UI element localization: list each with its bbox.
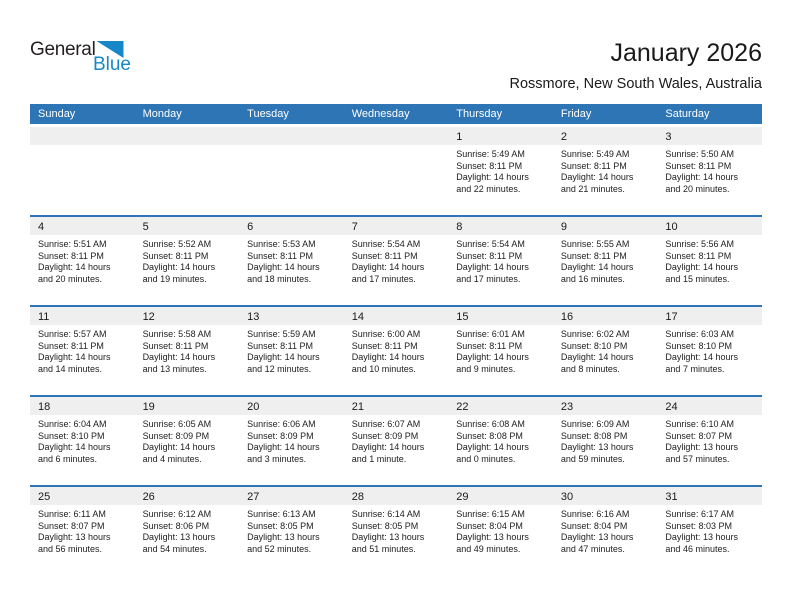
sunset-text: Sunset: 8:04 PM xyxy=(560,520,628,531)
daylight-text: Daylight: 14 hours and 15 minutes. xyxy=(665,262,738,284)
sunrise-text: Sunrise: 6:17 AM xyxy=(665,509,734,519)
daylight-text: Daylight: 13 hours and 49 minutes. xyxy=(456,532,529,554)
day-number-band xyxy=(135,127,240,145)
day-number: 10 xyxy=(665,221,678,233)
title-block xyxy=(509,40,762,92)
sunset-text: Sunset: 8:07 PM xyxy=(38,520,105,531)
sunset-text: Sunset: 8:11 PM xyxy=(38,250,104,261)
sunrise-text: Sunrise: 5:51 AM xyxy=(38,239,107,249)
daylight-text: Daylight: 14 hours and 12 minutes. xyxy=(247,352,320,374)
day-details xyxy=(448,505,553,555)
day-cell-empty xyxy=(30,127,135,215)
daylight-text: Daylight: 14 hours and 14 minutes. xyxy=(38,352,111,374)
calendar-weeks xyxy=(30,125,762,575)
day-details xyxy=(448,145,553,195)
day-cell-empty xyxy=(344,127,449,215)
day-details xyxy=(657,415,762,465)
day-details xyxy=(135,415,240,465)
daylight-text: Daylight: 14 hours and 10 minutes. xyxy=(351,352,425,374)
sunset-text: Sunset: 8:11 PM xyxy=(665,160,732,171)
day-details xyxy=(448,325,553,375)
day-number-band xyxy=(135,217,240,235)
day-cell-30 xyxy=(553,487,658,575)
day-details xyxy=(344,235,449,285)
day-number: 11 xyxy=(38,311,50,323)
sunset-text: Sunset: 8:11 PM xyxy=(38,340,104,351)
day-number-band xyxy=(553,307,658,325)
day-cell-11 xyxy=(30,307,135,395)
day-cell-empty xyxy=(135,127,240,215)
sunset-text: Sunset: 8:03 PM xyxy=(665,520,732,531)
sunrise-text: Sunrise: 6:08 AM xyxy=(456,419,525,429)
sunset-text: Sunset: 8:10 PM xyxy=(560,340,628,351)
daylight-text: Daylight: 14 hours and 0 minutes. xyxy=(456,442,529,464)
day-number: 5 xyxy=(142,221,149,233)
sunrise-text: Sunrise: 5:49 AM xyxy=(560,149,630,159)
day-number-band xyxy=(239,217,344,235)
day-number-band xyxy=(448,307,553,325)
daylight-text: Daylight: 14 hours and 4 minutes. xyxy=(142,442,216,464)
sunset-text: Sunset: 8:10 PM xyxy=(665,340,732,351)
sunrise-text: Sunrise: 6:05 AM xyxy=(142,419,212,429)
weekday-header-sunday: Sunday xyxy=(38,108,76,120)
day-cell-26 xyxy=(135,487,240,575)
day-cell-14 xyxy=(344,307,449,395)
day-details xyxy=(30,325,135,375)
day-number-band xyxy=(239,487,344,505)
day-number: 8 xyxy=(456,221,463,233)
day-number: 31 xyxy=(665,491,678,503)
daylight-text: Daylight: 14 hours and 17 minutes. xyxy=(456,262,529,284)
day-details xyxy=(239,235,344,285)
daylight-text: Daylight: 13 hours and 57 minutes. xyxy=(665,442,738,464)
daylight-text: Daylight: 14 hours and 8 minutes. xyxy=(560,352,634,374)
day-details xyxy=(553,415,658,465)
day-number: 1 xyxy=(456,131,463,143)
sunset-text: Sunset: 8:11 PM xyxy=(560,160,627,171)
sunrise-text: Sunrise: 5:54 AM xyxy=(456,239,525,249)
day-number: 28 xyxy=(351,491,364,503)
sunset-text: Sunset: 8:11 PM xyxy=(560,250,627,261)
day-cell-24 xyxy=(657,397,762,485)
sunrise-text: Sunrise: 6:16 AM xyxy=(560,509,630,519)
day-cell-10 xyxy=(657,217,762,305)
day-number-band xyxy=(135,307,240,325)
day-cell-2 xyxy=(553,127,658,215)
daylight-text: Daylight: 14 hours and 18 minutes. xyxy=(247,262,320,284)
day-number-band xyxy=(553,487,658,505)
daylight-text: Daylight: 14 hours and 16 minutes. xyxy=(560,262,634,284)
sunrise-text: Sunrise: 6:00 AM xyxy=(351,329,421,339)
page-subtitle: Rossmore, New South Wales, Australia xyxy=(509,75,762,92)
sunrise-text: Sunrise: 6:01 AM xyxy=(456,329,525,339)
sunset-text: Sunset: 8:11 PM xyxy=(351,340,418,351)
week-row-3 xyxy=(30,305,762,395)
day-details xyxy=(553,505,658,555)
sunset-text: Sunset: 8:08 PM xyxy=(456,430,523,441)
daylight-text: Daylight: 13 hours and 51 minutes. xyxy=(351,532,425,554)
weekday-header-row xyxy=(30,104,762,124)
day-number: 3 xyxy=(665,131,672,143)
week-row-2 xyxy=(30,215,762,305)
sunrise-text: Sunrise: 6:14 AM xyxy=(351,509,421,519)
day-number-band xyxy=(30,307,135,325)
day-number: 6 xyxy=(247,221,254,233)
daylight-text: Daylight: 14 hours and 7 minutes. xyxy=(665,352,738,374)
sunrise-text: Sunrise: 6:10 AM xyxy=(665,419,734,429)
sunrise-text: Sunrise: 5:59 AM xyxy=(247,329,316,339)
sunrise-text: Sunrise: 5:50 AM xyxy=(665,149,734,159)
sunrise-text: Sunrise: 5:57 AM xyxy=(38,329,107,339)
day-number-band xyxy=(657,217,762,235)
day-details xyxy=(448,415,553,465)
day-cell-20 xyxy=(239,397,344,485)
day-number-band xyxy=(448,127,553,145)
daylight-text: Daylight: 14 hours and 22 minutes. xyxy=(456,172,529,194)
day-cell-4 xyxy=(30,217,135,305)
day-cell-19 xyxy=(135,397,240,485)
day-number-band xyxy=(344,217,449,235)
day-number: 4 xyxy=(38,221,45,233)
daylight-text: Daylight: 13 hours and 46 minutes. xyxy=(665,532,738,554)
sunset-text: Sunset: 8:07 PM xyxy=(665,430,732,441)
day-number: 12 xyxy=(142,311,155,323)
week-row-4 xyxy=(30,395,762,485)
day-cell-5 xyxy=(135,217,240,305)
sunrise-text: Sunrise: 6:11 AM xyxy=(38,509,106,519)
sunset-text: Sunset: 8:05 PM xyxy=(247,520,314,531)
day-number: 16 xyxy=(560,311,574,323)
day-details xyxy=(553,145,658,195)
day-number: 21 xyxy=(351,401,364,413)
sunset-text: Sunset: 8:11 PM xyxy=(456,160,523,171)
day-cell-empty xyxy=(239,127,344,215)
day-cell-3 xyxy=(657,127,762,215)
weekday-header-friday: Friday xyxy=(560,108,592,120)
sunset-text: Sunset: 8:04 PM xyxy=(456,520,523,531)
day-details xyxy=(344,505,449,555)
day-number: 15 xyxy=(456,311,469,323)
weekday-header-monday: Monday xyxy=(142,108,182,120)
sunrise-text: Sunrise: 6:03 AM xyxy=(665,329,734,339)
day-number-band xyxy=(344,307,449,325)
day-cell-7 xyxy=(344,217,449,305)
week-row-1 xyxy=(30,125,762,215)
day-number: 25 xyxy=(38,491,51,503)
sunrise-text: Sunrise: 5:53 AM xyxy=(247,239,316,249)
day-number-band xyxy=(657,307,762,325)
sunset-text: Sunset: 8:11 PM xyxy=(142,340,209,351)
day-number-band xyxy=(657,397,762,415)
sunrise-text: Sunrise: 5:56 AM xyxy=(665,239,734,249)
day-cell-28 xyxy=(344,487,449,575)
sunset-text: Sunset: 8:11 PM xyxy=(247,250,314,261)
day-details xyxy=(553,325,658,375)
day-number: 19 xyxy=(142,401,155,413)
weekday-header-saturday: Saturday xyxy=(665,108,710,120)
day-number: 9 xyxy=(560,221,567,233)
sunrise-text: Sunrise: 6:07 AM xyxy=(351,419,421,429)
day-number: 7 xyxy=(351,221,358,233)
day-details xyxy=(344,415,449,465)
day-details xyxy=(344,325,449,375)
day-details xyxy=(30,505,135,555)
calendar-grid xyxy=(30,104,762,575)
day-number: 29 xyxy=(456,491,469,503)
sunset-text: Sunset: 8:11 PM xyxy=(142,250,209,261)
day-details xyxy=(657,325,762,375)
day-details xyxy=(135,325,240,375)
sunrise-text: Sunrise: 6:04 AM xyxy=(38,419,107,429)
sunrise-text: Sunrise: 6:12 AM xyxy=(142,509,212,519)
sunrise-text: Sunrise: 6:15 AM xyxy=(456,509,525,519)
day-cell-6 xyxy=(239,217,344,305)
daylight-text: Daylight: 14 hours and 9 minutes. xyxy=(456,352,529,374)
sunset-text: Sunset: 8:11 PM xyxy=(665,250,732,261)
sunrise-text: Sunrise: 5:54 AM xyxy=(351,239,421,249)
day-number: 26 xyxy=(142,491,155,503)
day-cell-18 xyxy=(30,397,135,485)
sunrise-text: Sunrise: 6:09 AM xyxy=(560,419,630,429)
daylight-text: Daylight: 14 hours and 21 minutes. xyxy=(560,172,634,194)
day-number-band xyxy=(448,487,553,505)
weekday-header-tuesday: Tuesday xyxy=(247,108,289,120)
day-number: 30 xyxy=(560,491,574,503)
day-number: 18 xyxy=(38,401,51,413)
day-cell-22 xyxy=(448,397,553,485)
day-cell-8 xyxy=(448,217,553,305)
day-details xyxy=(239,415,344,465)
day-number-band xyxy=(657,127,762,145)
day-cell-21 xyxy=(344,397,449,485)
day-cell-17 xyxy=(657,307,762,395)
daylight-text: Daylight: 14 hours and 20 minutes. xyxy=(38,262,111,284)
sunset-text: Sunset: 8:09 PM xyxy=(351,430,419,441)
sunset-text: Sunset: 8:05 PM xyxy=(351,520,419,531)
day-number-band xyxy=(657,487,762,505)
day-number-band xyxy=(135,397,240,415)
day-cell-13 xyxy=(239,307,344,395)
daylight-text: Daylight: 13 hours and 54 minutes. xyxy=(142,532,216,554)
page-title: January 2026 xyxy=(610,39,762,67)
weekday-header-wednesday: Wednesday xyxy=(351,108,410,120)
sunset-text: Sunset: 8:06 PM xyxy=(142,520,210,531)
day-cell-27 xyxy=(239,487,344,575)
day-number-band xyxy=(344,487,449,505)
day-number: 2 xyxy=(560,131,567,143)
daylight-text: Daylight: 13 hours and 47 minutes. xyxy=(560,532,634,554)
daylight-text: Daylight: 14 hours and 17 minutes. xyxy=(351,262,425,284)
day-number-band xyxy=(553,127,658,145)
day-details xyxy=(135,505,240,555)
day-number: 20 xyxy=(247,401,260,413)
daylight-text: Daylight: 14 hours and 20 minutes. xyxy=(665,172,738,194)
week-row-5 xyxy=(30,485,762,575)
day-cell-15 xyxy=(448,307,553,395)
logo-text-blue: Blue xyxy=(92,54,131,75)
day-cell-12 xyxy=(135,307,240,395)
day-number-band xyxy=(448,217,553,235)
daylight-text: Daylight: 14 hours and 1 minute. xyxy=(351,442,425,464)
general-blue-logo xyxy=(30,40,144,74)
sunset-text: Sunset: 8:09 PM xyxy=(247,430,314,441)
day-cell-9 xyxy=(553,217,658,305)
sunset-text: Sunset: 8:11 PM xyxy=(351,250,418,261)
day-details xyxy=(657,145,762,195)
sunrise-text: Sunrise: 5:52 AM xyxy=(142,239,212,249)
sunset-text: Sunset: 8:11 PM xyxy=(247,340,314,351)
day-number-band xyxy=(553,217,658,235)
day-number-band xyxy=(239,127,344,145)
day-number: 27 xyxy=(247,491,260,503)
day-number-band xyxy=(344,397,449,415)
day-number-band xyxy=(30,127,135,145)
sunrise-text: Sunrise: 6:06 AM xyxy=(247,419,316,429)
daylight-text: Daylight: 14 hours and 6 minutes. xyxy=(38,442,111,464)
day-number-band xyxy=(30,487,135,505)
day-details xyxy=(135,235,240,285)
day-details xyxy=(30,415,135,465)
day-cell-31 xyxy=(657,487,762,575)
day-number: 24 xyxy=(665,401,678,413)
day-details xyxy=(30,235,135,285)
day-number-band xyxy=(448,397,553,415)
day-details xyxy=(239,505,344,555)
day-details xyxy=(657,505,762,555)
day-cell-1 xyxy=(448,127,553,215)
day-number-band xyxy=(239,397,344,415)
day-number: 17 xyxy=(665,311,678,323)
sunrise-text: Sunrise: 5:49 AM xyxy=(456,149,525,159)
day-cell-29 xyxy=(448,487,553,575)
daylight-text: Daylight: 14 hours and 3 minutes. xyxy=(247,442,320,464)
sunrise-text: Sunrise: 6:13 AM xyxy=(247,509,316,519)
day-number-band xyxy=(30,217,135,235)
day-details xyxy=(239,325,344,375)
day-cell-16 xyxy=(553,307,658,395)
daylight-text: Daylight: 14 hours and 13 minutes. xyxy=(142,352,216,374)
day-details xyxy=(448,235,553,285)
day-details xyxy=(553,235,658,285)
sunrise-text: Sunrise: 5:55 AM xyxy=(560,239,630,249)
sunset-text: Sunset: 8:09 PM xyxy=(142,430,210,441)
day-number-band xyxy=(30,397,135,415)
daylight-text: Daylight: 13 hours and 56 minutes. xyxy=(38,532,111,554)
day-cell-25 xyxy=(30,487,135,575)
daylight-text: Daylight: 14 hours and 19 minutes. xyxy=(142,262,216,284)
daylight-text: Daylight: 13 hours and 59 minutes. xyxy=(560,442,634,464)
daylight-text: Daylight: 13 hours and 52 minutes. xyxy=(247,532,320,554)
day-number-band xyxy=(344,127,449,145)
day-details xyxy=(657,235,762,285)
day-number-band xyxy=(239,307,344,325)
logo-text-general: General xyxy=(30,39,96,60)
day-number-band xyxy=(553,397,658,415)
day-number-band xyxy=(135,487,240,505)
day-number: 22 xyxy=(456,401,469,413)
day-number: 13 xyxy=(247,311,260,323)
sunrise-text: Sunrise: 5:58 AM xyxy=(142,329,212,339)
day-cell-23 xyxy=(553,397,658,485)
day-number: 23 xyxy=(560,401,574,413)
weekday-header-thursday: Thursday xyxy=(456,108,503,120)
sunset-text: Sunset: 8:11 PM xyxy=(456,340,523,351)
day-number: 14 xyxy=(351,311,364,323)
sunset-text: Sunset: 8:10 PM xyxy=(38,430,105,441)
sunrise-text: Sunrise: 6:02 AM xyxy=(560,329,630,339)
sunset-text: Sunset: 8:11 PM xyxy=(456,250,523,261)
sunset-text: Sunset: 8:08 PM xyxy=(560,430,628,441)
